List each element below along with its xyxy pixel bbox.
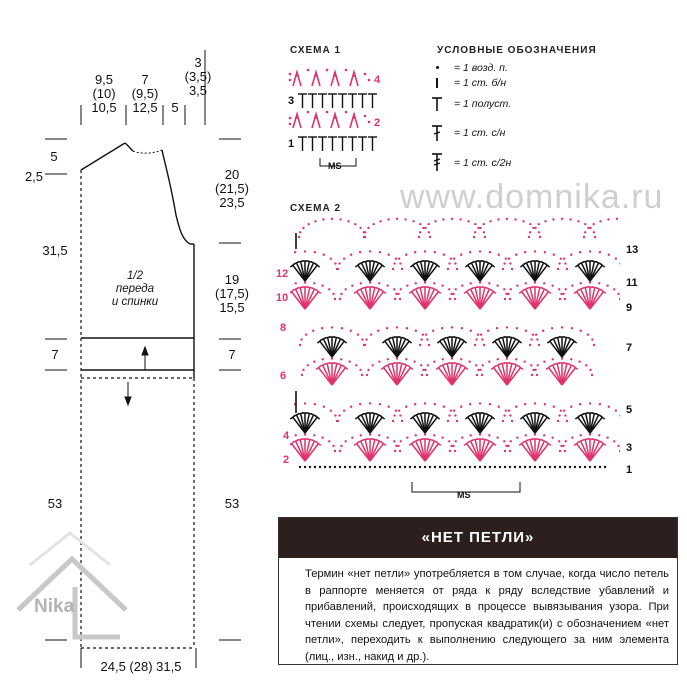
dim-left-5: 5 — [50, 149, 58, 164]
scheme2-row-5: 5 — [626, 404, 633, 416]
note-text: Термин «нет петли» употребляется в том случае, когда число петель в раппорте меняется от ряда к ряду вследствие убавлений и прибавлений, происходящих в процессе вывязывания узора. При чтении схемы следует, пропуская квадратик(и) с обозначением «нет петли», переходить к выполнению следующего за ним элемента (лиц., изн., накид и др.). — [305, 568, 669, 663]
scheme2-row-13: 13 — [626, 244, 639, 256]
watermark: www.domnika.ru — [400, 178, 664, 216]
dim-left-7: 7 — [51, 347, 59, 362]
logo-house-icon — [10, 525, 130, 640]
dim-five: 5 — [171, 100, 179, 115]
dim-right-side: 19 (17,5) 15,5 — [215, 272, 249, 315]
legend-item-tr: = 1 ст. с/2н — [454, 157, 512, 169]
legend-sc-icon — [436, 78, 438, 88]
dim-left-2-5: 2,5 — [24, 169, 44, 184]
scheme1-row-4: 4 — [374, 74, 381, 86]
scheme2-row-9: 9 — [626, 302, 633, 314]
scheme1-row-3: 3 — [288, 95, 295, 107]
legend-item-sc: = 1 ст. б/н — [454, 77, 507, 89]
note-title: «НЕТ ПЕТЛИ» — [279, 518, 677, 558]
legend-item-dc: = 1 ст. с/н — [454, 127, 506, 139]
legend-dc-icon — [430, 124, 444, 142]
dim-shoulder: 9,5 (10) 10,5 — [91, 72, 117, 115]
dim-top-right: 3 (3,5) 3,5 — [184, 55, 212, 98]
dim-neck-width: 7 (9,5) 12,5 — [131, 72, 159, 115]
scheme2-ms-label: MS — [457, 490, 471, 500]
dim-right-53: 53 — [224, 496, 240, 511]
logo-text: Nika — [34, 596, 75, 617]
scheme1-row-2: 2 — [374, 117, 381, 129]
scheme1-ms-label: MS — [328, 161, 342, 171]
note-box — [278, 517, 678, 665]
legend-item-hdc: = 1 полуст. — [454, 98, 512, 110]
legend-hdc-icon — [430, 96, 444, 112]
scheme2-row-7: 7 — [626, 342, 633, 354]
legend-tr-icon — [430, 152, 444, 172]
dim-bottom-width: 24,5 (28) 31,5 — [100, 659, 182, 674]
scheme2-row-2: 2 — [283, 454, 290, 466]
scheme2-row-6: 6 — [280, 370, 287, 382]
scheme2-row-10: 10 — [276, 292, 289, 304]
scheme2-row-12: 12 — [276, 268, 289, 280]
dim-right-7: 7 — [228, 347, 236, 362]
scheme2-row-4: 4 — [283, 430, 290, 442]
scheme2-title: СХЕМА 2 — [290, 203, 342, 214]
scheme2-row-1: 1 — [626, 464, 633, 476]
scheme2-chart — [290, 215, 620, 505]
dim-left-31-5: 31,5 — [42, 243, 68, 258]
legend-chain-icon — [436, 66, 439, 69]
scheme1-title: СХЕМА 1 — [290, 45, 342, 56]
dim-right-armhole: 20 (21,5) 23,5 — [215, 167, 249, 210]
scheme1-row-1: 1 — [288, 138, 295, 150]
legend-item-chain: = 1 возд. п. — [454, 62, 508, 74]
legend-title: УСЛОВНЫЕ ОБОЗНАЧЕНИЯ — [437, 45, 597, 56]
scheme2-row-11: 11 — [626, 277, 638, 289]
scheme2-row-3: 3 — [626, 442, 633, 454]
piece-label: 1/2 переда и спинки — [111, 270, 159, 308]
dim-left-53: 53 — [47, 496, 63, 511]
scheme2-row-8: 8 — [280, 322, 287, 334]
